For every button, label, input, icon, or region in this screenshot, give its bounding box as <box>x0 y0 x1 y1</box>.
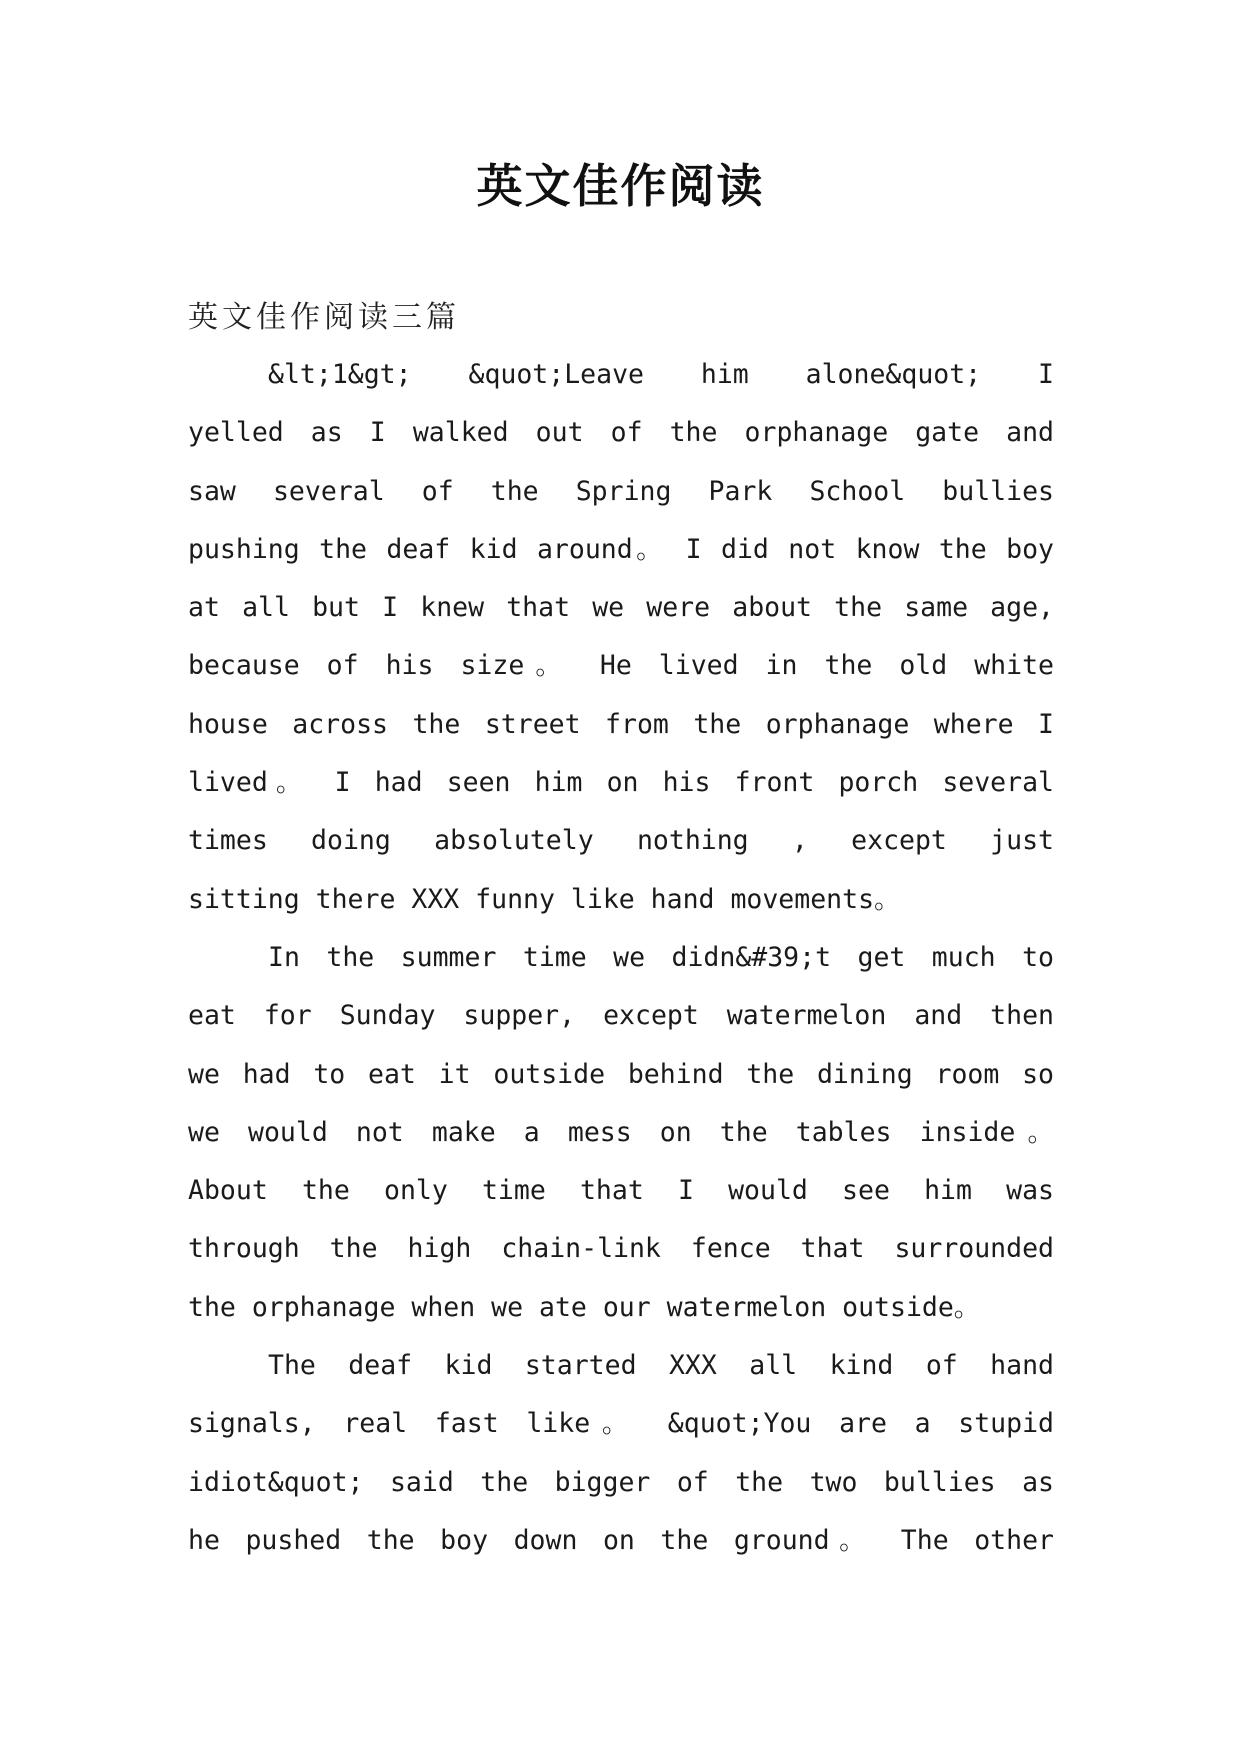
text-line: because of his size。 He lived in the old white <box>188 650 1054 682</box>
text-line: &lt;1&gt; &quot;Leave him alone&quot; I <box>268 359 1054 390</box>
text-line: the orphanage when we ate our watermelon outside。 <box>188 1291 981 1323</box>
document-subtitle: 英文佳作阅读三篇 <box>188 300 460 335</box>
text-line: he pushed the boy down on the ground。 The other <box>188 1524 1054 1556</box>
text-line: pushing the deaf kid around。 I did not know the boy <box>188 533 1054 565</box>
text-line: sitting there XXX funny like hand movements。 <box>188 883 901 915</box>
text-line: we had to eat it outside behind the dining room so <box>188 1058 1054 1090</box>
text-line: house across the street from the orphanage where I <box>188 708 1054 740</box>
text-line: through the high chain-link fence that surrounded <box>188 1233 1054 1265</box>
document-title: 英文佳作阅读 <box>476 159 765 213</box>
text-line: eat for Sunday supper, except watermelon and then <box>188 1000 1054 1032</box>
text-line: at all but I knew that we were about the same age, <box>188 592 1054 624</box>
text-line: we would not make a mess on the tables inside。 <box>188 1116 1054 1148</box>
text-line: lived。 I had seen him on his front porch several <box>188 767 1054 799</box>
text-line: About the only time that I would see him was <box>188 1175 1054 1207</box>
text-line: times doing absolutely nothing , except just <box>188 825 1054 857</box>
text-line: In the summer time we didn&#39;t get much to <box>268 941 1054 973</box>
text-line: The deaf kid started XXX all kind of hand <box>268 1350 1054 1382</box>
text-line: signals, real fast like。 &quot;You are a stupid <box>188 1408 1054 1440</box>
text-line: saw several of the Spring Park School bullies <box>188 475 1054 507</box>
document-body <box>188 346 1054 1570</box>
text-line: yelled as I walked out of the orphanage gate and <box>188 417 1054 449</box>
text-line: idiot&quot; said the bigger of the two bullies as <box>188 1466 1054 1498</box>
